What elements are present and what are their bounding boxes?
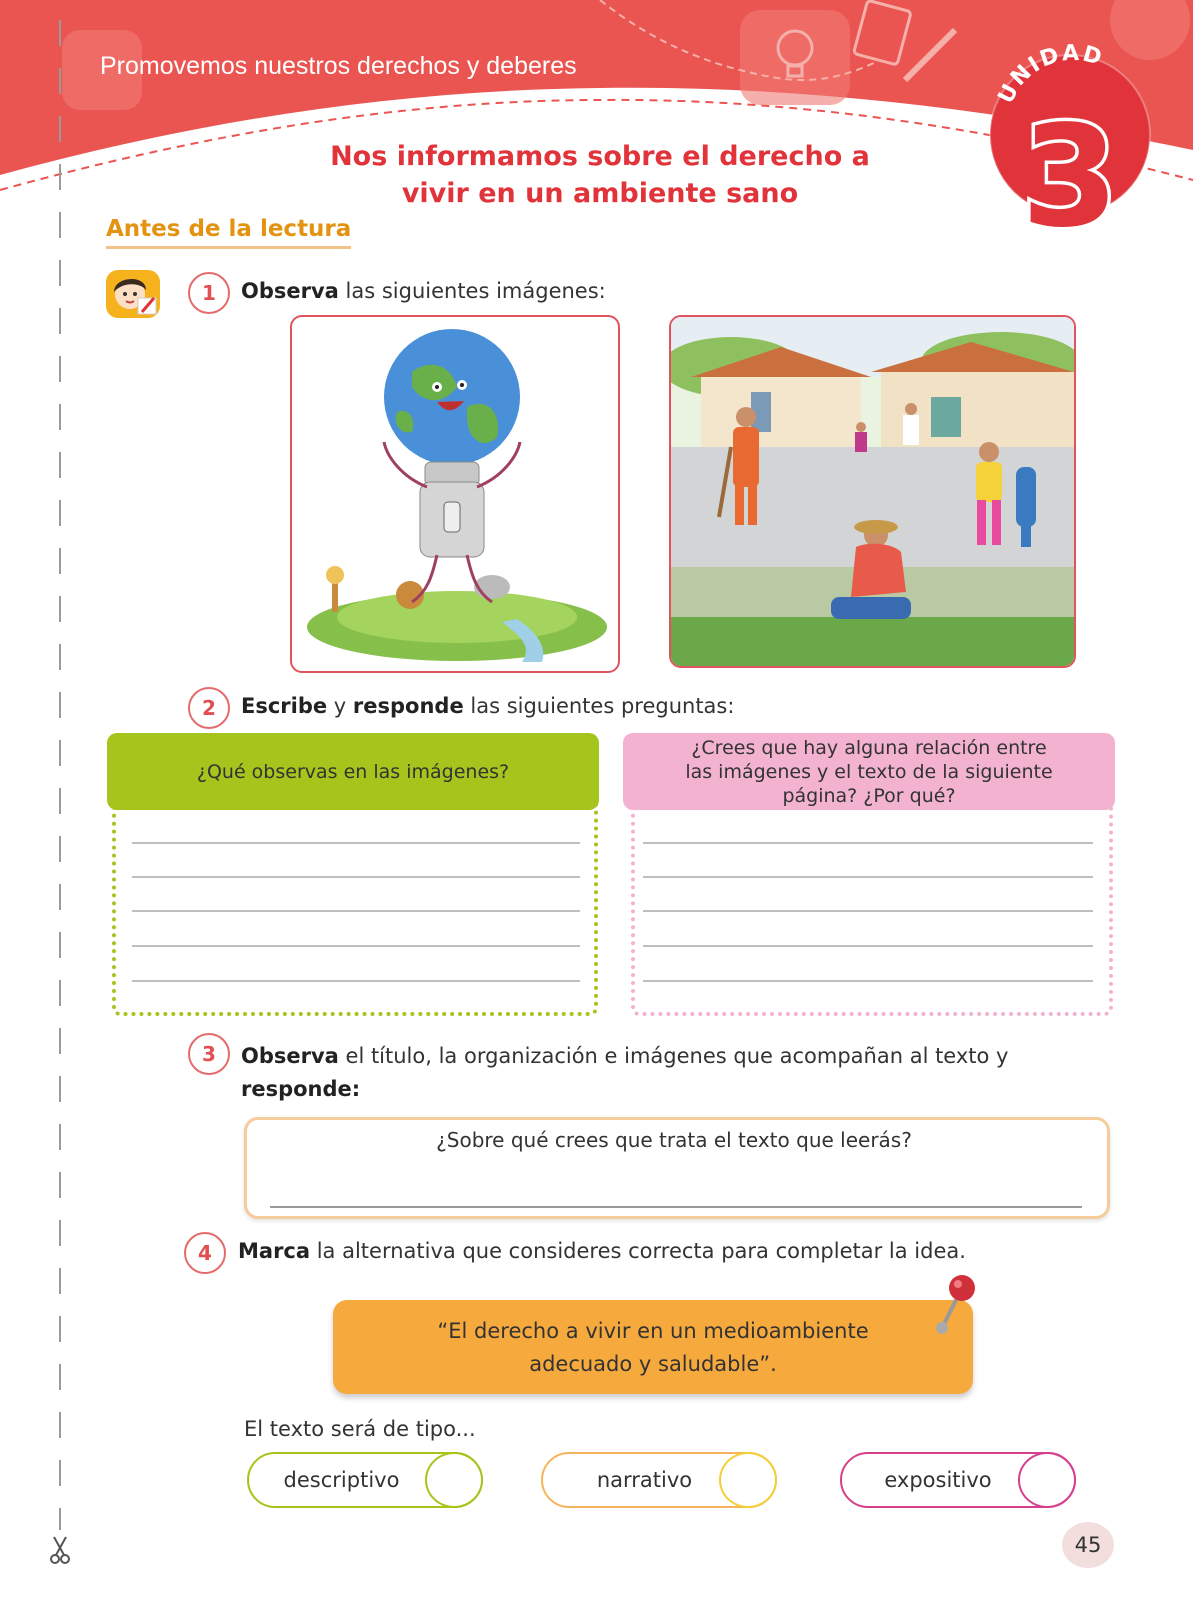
activity2-conj: y (327, 694, 353, 718)
activity-number-3: 3 (188, 1033, 230, 1075)
scissors-icon (50, 1535, 70, 1565)
answer-line[interactable] (643, 910, 1093, 912)
answer-line[interactable] (270, 1206, 1082, 1208)
option-checkbox[interactable] (1018, 1452, 1076, 1508)
activity4-prompt: El texto será de tipo... (244, 1417, 476, 1441)
activity3-verb: Observa (241, 1044, 339, 1068)
unit-title: Promovemos nuestros derechos y deberes (100, 52, 577, 80)
activity4-text: la alternativa que consideres correcta para completar la idea. (310, 1239, 966, 1263)
page-number: 45 (1062, 1522, 1114, 1568)
answer-line[interactable] (643, 842, 1093, 844)
cut-line (59, 20, 61, 1530)
activity1-instruction (241, 279, 606, 303)
option-descriptivo[interactable] (247, 1452, 483, 1508)
option-checkbox[interactable] (425, 1452, 483, 1508)
lesson-title-line1: Nos informamos sobre el derecho a (330, 141, 870, 172)
answer-line[interactable] (132, 980, 580, 982)
activity-number-4: 4 (184, 1232, 226, 1274)
answer-line[interactable] (132, 876, 580, 878)
option-label: narrativo (596, 1468, 693, 1492)
section-heading: Antes de la lectura (106, 216, 351, 249)
lesson-title (300, 138, 900, 212)
answer-line[interactable] (132, 945, 580, 947)
activity1-verb: Observa (241, 279, 339, 303)
activity2-verb2: responde (352, 694, 464, 718)
answer-line[interactable] (643, 876, 1093, 878)
unit-badge-number: 3 (1021, 96, 1119, 240)
unit-badge-label: UNIDAD (993, 40, 1107, 108)
question-right: ¿Crees que hay alguna relación entre las imágenes y el texto de la siguiente página? ¿Por qué? (623, 733, 1115, 810)
quote-line2: adecuado y saludable”. (529, 1352, 777, 1376)
student-writing-icon (104, 268, 162, 320)
option-label: descriptivo (283, 1468, 400, 1492)
answer-line[interactable] (132, 842, 580, 844)
quote-line1: “El derecho a vivir en un medioambiente (437, 1319, 869, 1343)
activity1-text: las siguientes imágenes: (338, 279, 606, 303)
earth-lightbulb-image (290, 315, 620, 673)
activity-number-2: 2 (188, 687, 230, 729)
option-narrativo[interactable] (541, 1452, 777, 1508)
lesson-title-line2: vivir en un ambiente sano (401, 178, 799, 209)
push-pin-icon (930, 1268, 980, 1338)
activity2-text: las siguientes preguntas: (463, 694, 735, 718)
question-left: ¿Qué observas en las imágenes? (107, 733, 599, 810)
village-cleanup-image (669, 315, 1076, 668)
answer-line[interactable] (643, 945, 1093, 947)
answer-area-right[interactable] (631, 790, 1113, 1016)
option-checkbox[interactable] (719, 1452, 777, 1508)
activity3-instruction (241, 1040, 1091, 1106)
answer-line[interactable] (132, 910, 580, 912)
activity3-verb2: responde: (241, 1077, 361, 1101)
activity-number-1: 1 (188, 272, 230, 314)
answer-area-left[interactable] (112, 790, 598, 1016)
activity2-instruction (241, 694, 734, 718)
activity4-verb: Marca (238, 1239, 311, 1263)
activity3-text: el título, la organización e imágenes que acompañan al texto y (338, 1044, 1009, 1068)
answer-line[interactable] (643, 980, 1093, 982)
activity2-verb1: Escribe (241, 694, 328, 718)
option-expositivo[interactable] (840, 1452, 1076, 1508)
option-label: expositivo (884, 1468, 992, 1492)
quote-text (333, 1315, 973, 1381)
activity3-question: ¿Sobre qué crees que trata el texto que leerás? (436, 1128, 912, 1152)
activity4-instruction (238, 1239, 966, 1263)
unit-badge (978, 40, 1153, 240)
